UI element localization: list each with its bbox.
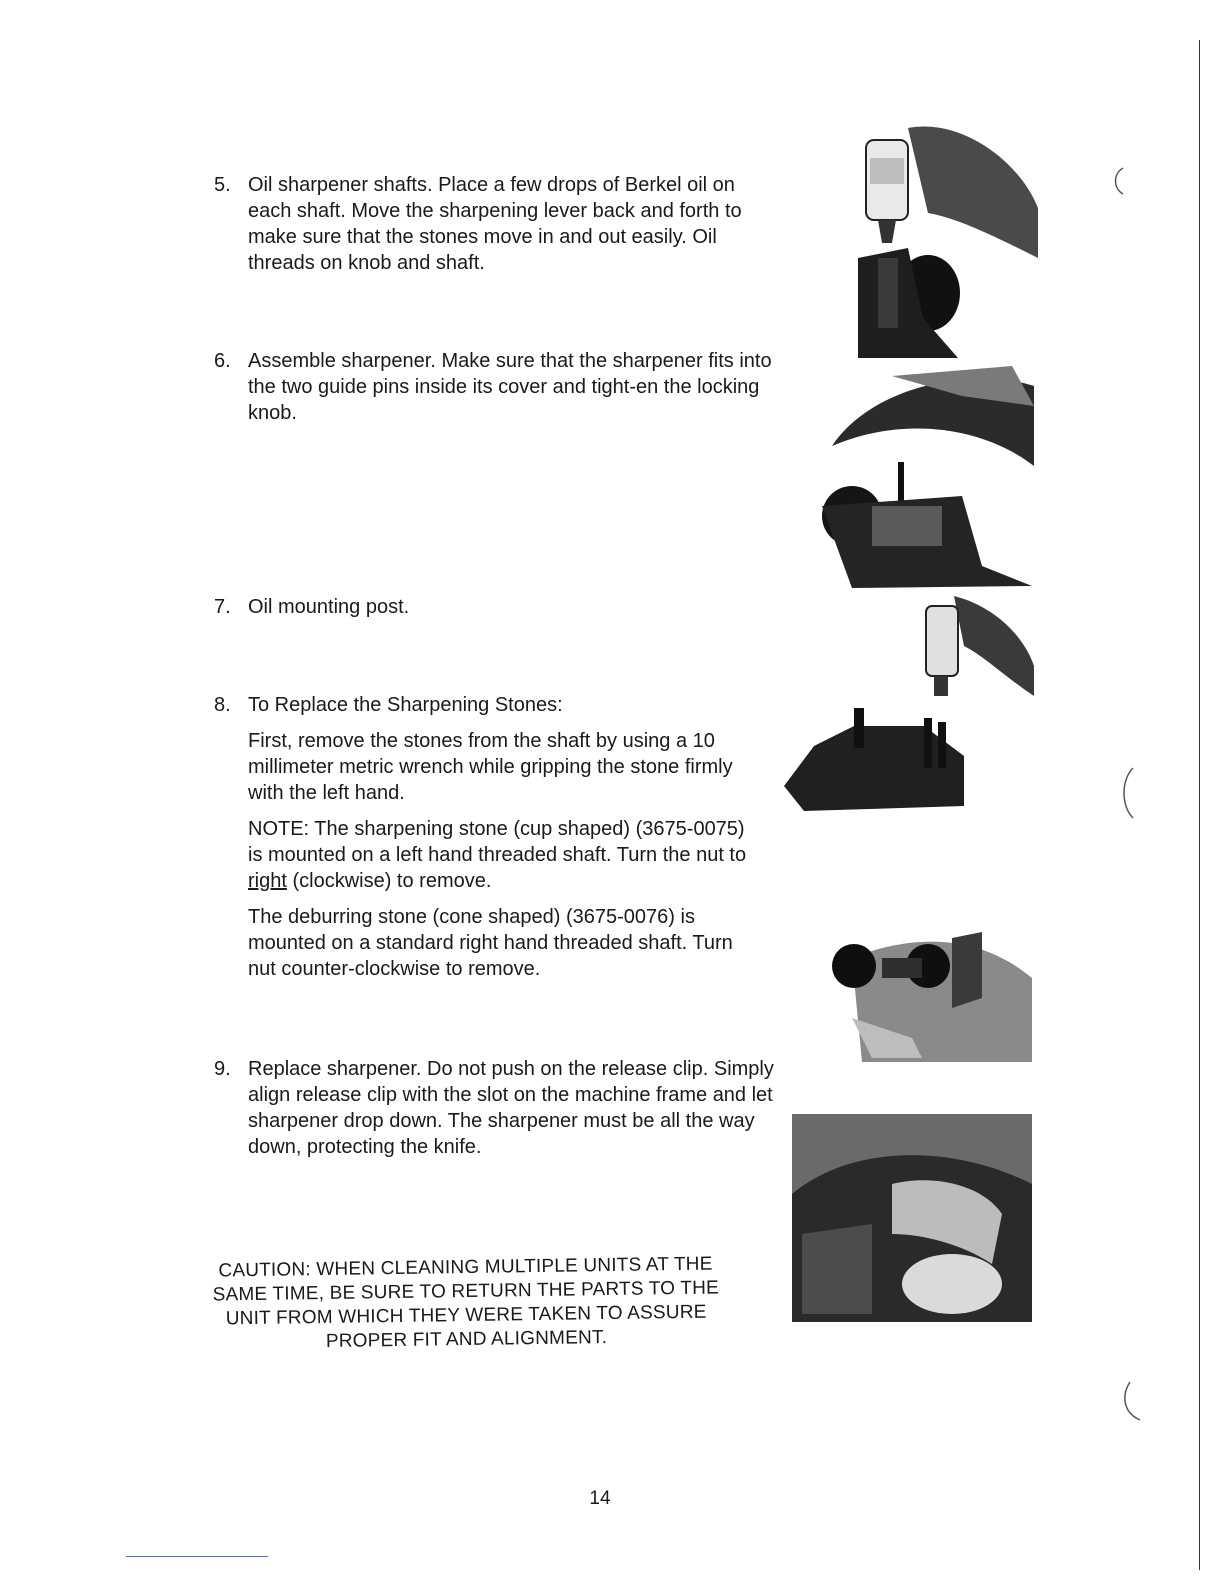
photo-assembling-sharpener — [812, 366, 1038, 588]
photo-removing-stones — [832, 918, 1034, 1062]
margin-mark-middle — [1118, 766, 1138, 820]
step-text: The deburring stone (cone shaped) (3675-0076) is mounted on a standard right hand threaded shaft. Turn nut counter-clockwise to remove. — [248, 906, 733, 980]
note-emphasis: right — [248, 870, 287, 892]
footer-rule — [126, 1556, 268, 1557]
step-number: 6. — [214, 350, 231, 372]
photo-oiling-sharpener-shafts — [848, 118, 1042, 360]
step-heading: To Replace the Sharpening Stones: — [248, 694, 563, 716]
margin-mark-bottom — [1120, 1380, 1142, 1422]
step-5 — [214, 172, 774, 276]
page-number: 14 — [589, 1488, 611, 1509]
note-text — [248, 816, 754, 894]
scan-edge-line — [1199, 40, 1200, 1570]
step-number: 7. — [214, 596, 231, 618]
photo-replacing-sharpener — [792, 1114, 1032, 1322]
step-number: 8. — [214, 694, 231, 716]
step-text: First, remove the stones from the shaft by using a 10 millimeter metric wrench while gripping the stone firmly with the left hand. — [248, 730, 733, 804]
note-text-main: NOTE: The sharpening stone (cup shaped) (3675-0075) is mounted on a left hand threaded shaft. Turn the nut to — [248, 818, 747, 866]
step-text: Assemble sharpener. Make sure that the sharpener fits into the two guide pins inside its cover and tight-en the locking knob. — [248, 350, 772, 424]
caution-notice: CAUTION: WHEN CLEANING MULTIPLE UNITS AT THE SAME TIME, BE SURE TO RETURN THE PARTS TO THE UNIT FROM WHICH THEY WERE TAKEN TO ASSURE PROPER FIT AND ALIGNMENT. — [212, 1253, 720, 1352]
step-7 — [214, 594, 774, 620]
step-number: 9. — [214, 1058, 231, 1080]
step-number: 5. — [214, 174, 231, 196]
note-text-tail: (clockwise) to remove. — [292, 870, 492, 892]
step-text: Replace sharpener. Do not push on the release clip. Simply align release clip with the slot on the machine frame and let sharpener drop down. The sharpener must be all the way down, protecting the knife. — [248, 1058, 774, 1158]
step-8 — [214, 692, 754, 982]
photo-oiling-mounting-post — [784, 596, 1036, 816]
step-6 — [214, 348, 774, 426]
step-9 — [214, 1056, 774, 1160]
step-text: Oil sharpener shafts. Place a few drops of Berkel oil on each shaft. Move the sharpening lever back and forth to make sure that the stones move in and out easily. Oil threads on knob and shaft. — [248, 174, 742, 274]
step-text: Oil mounting post. — [248, 596, 410, 618]
margin-mark-top — [1108, 166, 1128, 196]
